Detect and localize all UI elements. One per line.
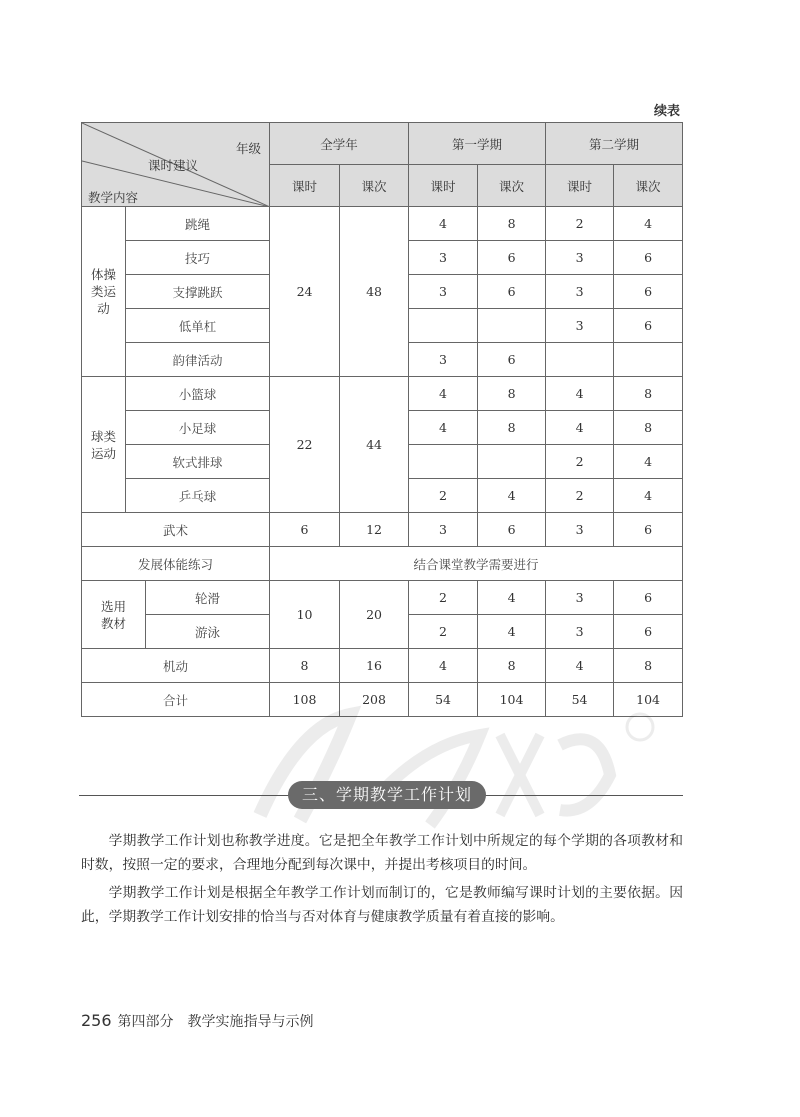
s1-hours [409,309,478,343]
fitness-note: 结合课堂教学需要进行 [270,547,683,581]
header-year-hours: 课时 [270,165,340,207]
s2-hours: 4 [546,649,614,683]
item-name: 发展体能练习 [82,547,270,581]
header-content-label: 教学内容 [88,190,139,205]
item-name: 小足球 [126,411,270,445]
s2-sessions: 6 [614,241,683,275]
s1-sessions: 6 [478,513,546,547]
gymnastics-total-hours: 24 [270,207,340,377]
s1-sessions: 8 [478,377,546,411]
s2-hours [546,343,614,377]
s1-sessions: 8 [478,411,546,445]
s1-hours: 2 [409,479,478,513]
s2-sessions: 8 [614,649,683,683]
s2-sessions: 4 [614,479,683,513]
s1-sessions: 6 [478,343,546,377]
table-row [82,513,683,547]
s1-hours: 2 [409,615,478,649]
s2-sessions: 104 [614,683,683,717]
table-row [82,581,683,615]
s2-hours: 3 [546,275,614,309]
page-number: 256 [81,1011,112,1030]
item-name: 武术 [82,513,270,547]
s2-hours: 3 [546,309,614,343]
s2-hours: 2 [546,445,614,479]
header-s2-hours: 课时 [546,165,614,207]
s1-hours: 3 [409,241,478,275]
s1-sessions: 8 [478,207,546,241]
s1-sessions [478,309,546,343]
s2-sessions [614,343,683,377]
ball-total-hours: 22 [270,377,340,513]
s1-hours: 2 [409,581,478,615]
s2-hours: 4 [546,377,614,411]
item-name: 韵律活动 [126,343,270,377]
table-row [82,649,683,683]
item-name: 小篮球 [126,377,270,411]
footer-section: 第四部分 教学实施指导与示例 [117,1014,314,1030]
publisher-watermark [240,705,660,835]
table-row [82,207,683,241]
item-name: 游泳 [146,615,270,649]
table-row [82,683,683,717]
header-hour-suggestion-label: 课时建议 [148,158,199,173]
s2-hours: 3 [546,615,614,649]
item-name: 机动 [82,649,270,683]
header-semester-2: 第二学期 [546,123,683,165]
header-full-year: 全学年 [270,123,409,165]
s1-sessions: 4 [478,479,546,513]
continued-table-label: 续表 [653,104,680,119]
item-name: 技巧 [126,241,270,275]
year-sessions: 208 [340,683,409,717]
diagonal-header-cell [82,123,270,207]
category-optional: 选用教材 [82,581,146,649]
year-sessions: 12 [340,513,409,547]
s2-sessions: 8 [614,411,683,445]
s2-sessions: 6 [614,615,683,649]
paragraph: 学期教学工作计划是根据全年教学工作计划而制订的，它是教师编写课时计划的主要依据。因此，学期教学工作计划安排的恰当与否对体育与健康教学质量有着直接的影响。 [81,885,683,925]
s2-sessions: 4 [614,207,683,241]
header-year-sessions: 课次 [340,165,409,207]
s2-hours: 54 [546,683,614,717]
s1-sessions: 4 [478,581,546,615]
s1-sessions: 8 [478,649,546,683]
item-name: 软式排球 [126,445,270,479]
s2-hours: 2 [546,479,614,513]
table-row [82,377,683,411]
s2-hours: 4 [546,411,614,445]
gymnastics-total-sessions: 48 [340,207,409,377]
page-footer [81,1011,314,1031]
section-title: 三、学期教学工作计划 [288,781,486,809]
category-ball: 球类运动 [82,377,126,513]
item-name: 乒乓球 [126,479,270,513]
optional-total-sessions: 20 [340,581,409,649]
s1-hours: 4 [409,207,478,241]
s2-sessions: 8 [614,377,683,411]
s2-hours: 3 [546,241,614,275]
s1-hours: 54 [409,683,478,717]
year-sessions: 16 [340,649,409,683]
s1-hours: 4 [409,377,478,411]
s2-sessions: 6 [614,275,683,309]
s2-hours: 3 [546,513,614,547]
s2-hours: 3 [546,581,614,615]
s1-hours: 3 [409,513,478,547]
teaching-plan-table [81,122,683,717]
s2-sessions: 6 [614,309,683,343]
s1-hours: 3 [409,275,478,309]
header-grade-label: 年级 [236,141,262,156]
header-s1-hours: 课时 [409,165,478,207]
s1-hours: 4 [409,649,478,683]
s1-sessions: 6 [478,275,546,309]
s1-hours: 3 [409,343,478,377]
item-name: 低单杠 [126,309,270,343]
year-hours: 8 [270,649,340,683]
category-gymnastics: 体操类运动 [82,207,126,377]
paragraph: 学期教学工作计划也称教学进度。它是把全年教学工作计划中所规定的每个学期的各项教材和时数，按照一定的要求，合理地分配到每次课中，并提出考核项目的时间。 [81,833,683,873]
ball-total-sessions: 44 [340,377,409,513]
header-semester-1: 第一学期 [409,123,546,165]
s1-sessions: 6 [478,241,546,275]
s1-sessions: 104 [478,683,546,717]
s1-sessions [478,445,546,479]
s2-sessions: 6 [614,513,683,547]
s1-hours [409,445,478,479]
s2-sessions: 4 [614,445,683,479]
section-heading [79,780,683,810]
s1-sessions: 4 [478,615,546,649]
s2-sessions: 6 [614,581,683,615]
item-name: 合计 [82,683,270,717]
header-s1-sessions: 课次 [478,165,546,207]
year-hours: 108 [270,683,340,717]
s2-hours: 2 [546,207,614,241]
table-row [82,547,683,581]
header-s2-sessions: 课次 [614,165,683,207]
item-name: 支撑跳跃 [126,275,270,309]
item-name: 轮滑 [146,581,270,615]
optional-total-hours: 10 [270,581,340,649]
item-name: 跳绳 [126,207,270,241]
s1-hours: 4 [409,411,478,445]
year-hours: 6 [270,513,340,547]
